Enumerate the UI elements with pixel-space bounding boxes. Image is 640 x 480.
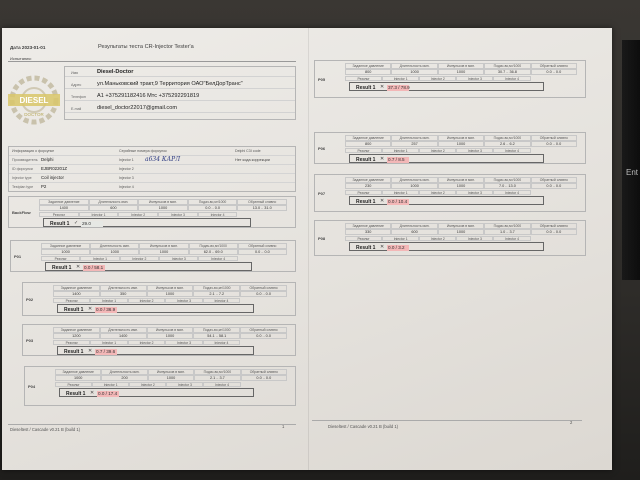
parameter-value: 0.0 .. 0.0 (531, 183, 577, 189)
footer-line (8, 424, 296, 425)
injector-header: Injector 3 (456, 190, 493, 195)
parameter-grid (55, 369, 287, 381)
parameter-header: Длительность имп. (100, 285, 147, 291)
injector-header: Injector 2 (128, 298, 165, 303)
parameter-header: Импульсов в мин. (148, 369, 194, 375)
parameter-header: Заданное давление (53, 327, 100, 333)
parameter-value: 800 (345, 141, 391, 147)
parameter-value: 0.0 .. 0.0 (238, 249, 287, 255)
parameter-header: Импульсов в мин. (438, 63, 484, 69)
parameter-header: Импульсов в мин. (147, 285, 194, 291)
injector-header: Результ (345, 76, 382, 81)
injector-header: Результ (39, 212, 79, 217)
injector-grid (345, 236, 531, 241)
parameter-header: Длительность имп. (101, 369, 147, 375)
injector-key: Testplan type (12, 185, 34, 189)
injector-header: Injector 4 (198, 212, 238, 217)
owner-row (65, 79, 295, 89)
parameter-header: Заданное давление (53, 285, 100, 291)
injector-header: Injector 1 (382, 76, 419, 81)
parameter-value: 1000 (438, 229, 484, 235)
result-mark-icon: ✕ (380, 156, 385, 162)
parameter-value: 1000 (147, 291, 194, 297)
test-step-label: P02 (26, 297, 34, 302)
test-step-label: P04 (28, 384, 36, 389)
result-mark-icon: ✓ (74, 220, 79, 226)
injector-header: Injector 4 (203, 298, 240, 303)
injector-header: Injector 3 (158, 212, 198, 217)
parameter-value: 1000 (438, 183, 484, 189)
parameter-header: Подач-во,м³/1000 (484, 223, 530, 229)
parameter-value: 2.1 .. 3.7 (194, 375, 240, 381)
parameter-header: Длительность имп. (89, 199, 139, 205)
parameter-value: 1400 (53, 291, 100, 297)
result-value: 37.3 / 78.9 (388, 85, 410, 90)
injector-header: Injector 1 (382, 190, 419, 195)
test-block (8, 196, 296, 228)
result-value: 0.0 / 17.4 (98, 391, 118, 396)
injector-info-table (8, 146, 296, 192)
injector-grid (53, 298, 240, 303)
parameter-value: 1000 (147, 333, 194, 339)
injector-header: Injector 1 (80, 256, 119, 261)
parameter-value: 230 (345, 183, 391, 189)
result-box (349, 196, 544, 205)
parameter-header: Подач-во,м³/1000 (193, 327, 240, 333)
result-box (349, 154, 544, 163)
owner-value: diesel_doctor22017@gmail.com (97, 105, 177, 111)
parameter-header: Обратный сливно (240, 327, 287, 333)
result-value: 0.0 / 3.2 (388, 245, 405, 250)
result-value: 0.0 / 36.9 (96, 307, 116, 312)
parameter-grid (41, 243, 287, 255)
parameter-value: 0.0 .. 0.0 (240, 291, 287, 297)
result-box (45, 262, 252, 271)
result-label: Result 1 (356, 199, 376, 205)
parameter-grid (39, 199, 287, 211)
parameter-value: 7.0 .. 13.0 (484, 183, 530, 189)
injector-header: Injector 1 (90, 298, 127, 303)
parameter-header: Импульсов в мин. (138, 199, 188, 205)
parameter-grid (345, 63, 577, 75)
injector-header: Injector 4 (198, 256, 237, 261)
result-box (57, 346, 254, 355)
owner-info-table (64, 66, 296, 120)
owner-value: A1 +375291182416 Мтс +375292291819 (97, 93, 200, 99)
svg-text:DIESEL: DIESEL (19, 96, 49, 105)
parameter-value: 1000 (438, 141, 484, 147)
parameter-value: 1000 (90, 249, 139, 255)
parameter-value: 330 (345, 229, 391, 235)
inspector-label: Испытания: (10, 56, 32, 61)
injector-row (9, 173, 295, 181)
injector-grid (53, 340, 240, 345)
parameter-value: 1200 (53, 333, 100, 339)
parameter-header: Обратный сливно (241, 369, 287, 375)
injector-row (9, 182, 295, 190)
injector-header: Injector 3 (456, 148, 493, 153)
injector-header: Injector 2 (129, 382, 166, 387)
parameter-header: Длительность имп. (391, 223, 437, 229)
parameter-value: 257 (391, 141, 437, 147)
parameter-header: Длительность имп. (391, 63, 437, 69)
test-block (314, 60, 586, 98)
parameter-value: 0.0 .. 0.0 (188, 205, 238, 211)
test-step-label: P07 (318, 191, 326, 196)
parameter-header: Подач-во,м³/1000 (194, 369, 240, 375)
parameter-value: 2.1 .. 7.2 (193, 291, 240, 297)
result-box (59, 388, 254, 397)
parameter-value: 1000 (139, 249, 188, 255)
test-block (24, 366, 296, 406)
result-mark-icon: ✕ (88, 306, 93, 312)
parameter-header: Подач-во,м³/1000 (193, 285, 240, 291)
report-date: Дата 2023-01-01 (10, 45, 46, 50)
owner-key: Имя (71, 71, 78, 75)
injector-header: Injector 4 (493, 148, 530, 153)
footer-text: Dieseltest / Cascade v0.21 B (build 1) (328, 424, 399, 429)
page-2 (308, 28, 612, 470)
injector-row (9, 155, 295, 163)
result-value: 0.0 / 10.4 (388, 199, 408, 204)
injector-number: Injector 4 (119, 185, 134, 189)
result-label: Result 1 (52, 265, 72, 271)
parameter-value: 1400 (39, 205, 89, 211)
owner-key: Адрес (71, 83, 82, 87)
parameter-header: Обратный сливно (237, 199, 287, 205)
injector-header: Injector 3 (159, 256, 198, 261)
parameter-value: 0.0 .. 0.0 (240, 333, 287, 339)
parameter-header: Заданное давление (55, 369, 101, 375)
result-label: Result 1 (50, 221, 70, 227)
test-block (22, 324, 296, 356)
injector-number: Injector 1 (119, 158, 134, 162)
injector-header: Injector 2 (419, 236, 456, 241)
parameter-value: 1000 (438, 69, 484, 75)
parameter-header: Подач-во,м³/1000 (484, 63, 530, 69)
parameter-header: Подач-во,м³/1000 (188, 199, 238, 205)
owner-row (65, 67, 295, 77)
injector-number: Injector 3 (119, 176, 134, 180)
injector-header: Injector 3 (165, 298, 202, 303)
parameter-header: Заданное давление (345, 135, 391, 141)
injector-header: Injector 3 (165, 340, 202, 345)
injector-header: Injector 1 (382, 148, 419, 153)
footer-page-number: 2 (570, 420, 573, 425)
c3i-code-heading: Delphi C3I code (235, 149, 261, 153)
parameter-header: Заданное давление (41, 243, 90, 249)
injector-header: Injector 2 (419, 190, 456, 195)
injector-grid (39, 212, 237, 217)
result-mark-icon: ✕ (380, 244, 385, 250)
parameter-header: Импульсов в мин. (147, 327, 194, 333)
parameter-value: 1000 (391, 69, 437, 75)
injector-header: Результ (55, 382, 92, 387)
injector-grid (55, 382, 241, 387)
test-block (314, 132, 586, 164)
owner-row (65, 103, 295, 113)
result-box (57, 304, 254, 313)
parameter-value: 30.7 .. 36.8 (484, 69, 530, 75)
injector-header: Результ (41, 256, 80, 261)
parameter-value: 1000 (391, 183, 437, 189)
parameter-value: 54.1 .. 58.1 (193, 333, 240, 339)
result-label: Result 1 (64, 349, 84, 355)
parameter-grid (53, 327, 287, 339)
injector-header: Результ (345, 190, 382, 195)
report-sheet (2, 28, 612, 470)
parameter-header: Импульсов в мин. (438, 135, 484, 141)
injector-header: Результ (53, 298, 90, 303)
injector-grid (41, 256, 238, 261)
footer-page-number: 1 (282, 424, 285, 429)
result-mark-icon: ✕ (90, 390, 95, 396)
injector-header: Injector 4 (493, 76, 530, 81)
injector-value: Coil injector (41, 175, 64, 180)
serial-numbers-heading: Серийные номера форсунок (119, 149, 167, 153)
owner-key: Телефон (71, 95, 86, 99)
injector-header: Injector 4 (203, 382, 240, 387)
injector-row (9, 164, 295, 172)
result-value: 0.0 / 58.1 (84, 265, 104, 270)
result-label: Result 1 (356, 85, 376, 91)
injector-key: Производитель (12, 158, 38, 162)
injector-header: Injector 2 (120, 256, 159, 261)
parameter-header: Заданное давление (345, 177, 391, 183)
injector-header: Injector 1 (92, 382, 129, 387)
injector-value: EJBR02201Z (41, 166, 68, 171)
footer-text: Dieseltest / Cascade v0.21 B (build 1) (10, 427, 81, 432)
parameter-value: 0.0 .. 0.0 (531, 141, 577, 147)
owner-row (65, 91, 295, 101)
laptop-key-label: Ent (626, 168, 639, 177)
test-block (314, 174, 586, 212)
parameter-value: 350 (100, 291, 147, 297)
parameter-header: Обратный сливно (531, 223, 577, 229)
parameter-value: 0.0 .. 0.0 (531, 229, 577, 235)
parameter-value: 1.0 .. 3.7 (484, 229, 530, 235)
parameter-grid (53, 285, 287, 297)
laptop-edge (622, 40, 640, 280)
injector-key: ID форсунки (12, 167, 33, 171)
parameter-header: Импульсов в мин. (438, 223, 484, 229)
test-block (314, 220, 586, 256)
parameter-value: 1000 (148, 375, 194, 381)
result-box (349, 242, 544, 251)
test-block (22, 282, 296, 316)
correction-code-note: Нет кода коррекции (235, 158, 270, 162)
parameter-value: 0.0 .. 0.0 (531, 69, 577, 75)
parameter-grid (345, 223, 577, 235)
diesel-doctor-logo (6, 72, 62, 128)
svg-text:DOCTOR: DOCTOR (24, 112, 44, 117)
parameter-grid (345, 135, 577, 147)
owner-value: ул.Маньковский тракт,9 Территория ОАО"БелДорТранс" (97, 81, 243, 87)
result-value: 0.7 / 39.6 (96, 349, 116, 354)
injector-header: Результ (53, 340, 90, 345)
parameter-header: Обратный сливно (531, 63, 577, 69)
injector-header: Injector 1 (79, 212, 119, 217)
result-value: 0.7 / 8.5 (388, 157, 405, 162)
parameter-header: Заданное давление (345, 223, 391, 229)
parameter-header: Обратный сливно (531, 135, 577, 141)
injector-grid (345, 76, 531, 81)
injector-key: Injector type (12, 176, 32, 180)
injector-grid (345, 190, 531, 195)
parameter-value: 1400 (100, 333, 147, 339)
inspector-line (8, 61, 296, 62)
test-step-label: P05 (318, 77, 326, 82)
parameter-value: 200 (101, 375, 147, 381)
injector-value: Delphi (41, 157, 54, 162)
parameter-header: Длительность имп. (90, 243, 139, 249)
parameter-header: Импульсов в мин. (139, 243, 188, 249)
parameter-header: Длительность имп. (391, 177, 437, 183)
injector-header: Injector 2 (419, 148, 456, 153)
test-block (10, 240, 296, 272)
page-1 (2, 28, 308, 470)
parameter-header: Подач-во,м³/1000 (484, 135, 530, 141)
injector-header: Injector 2 (118, 212, 158, 217)
owner-value: Diesel-Doctor (97, 69, 134, 75)
test-step-label: P08 (318, 236, 326, 241)
parameter-header: Обратный сливно (531, 177, 577, 183)
injector-header: Injector 2 (419, 76, 456, 81)
parameter-header: Заданное давление (39, 199, 89, 205)
parameter-value: 800 (345, 69, 391, 75)
result-label: Result 1 (356, 157, 376, 163)
test-step-label: P01 (14, 254, 22, 259)
parameter-header: Обратный сливно (240, 285, 287, 291)
result-mark-icon: ✕ (88, 348, 93, 354)
test-step-label: BackFlow (12, 210, 31, 215)
parameter-header: Длительность имп. (100, 327, 147, 333)
injector-header: Injector 1 (382, 236, 419, 241)
result-box (349, 82, 544, 91)
injector-header: Injector 3 (166, 382, 203, 387)
parameter-value: 62.0 .. 69.0 (189, 249, 238, 255)
injector-header: Injector 2 (128, 340, 165, 345)
result-label: Result 1 (66, 391, 86, 397)
parameter-header: Импульсов в мин. (438, 177, 484, 183)
injector-value: P2 (41, 184, 47, 189)
parameter-header: Подач-во,м³/1000 (484, 177, 530, 183)
parameter-value: 0.0 .. 0.0 (241, 375, 287, 381)
parameter-value: 1000 (41, 249, 90, 255)
parameter-header: Длительность имп. (391, 135, 437, 141)
parameter-value: 1000 (138, 205, 188, 211)
parameter-value: 600 (391, 229, 437, 235)
injector-header: Результ (345, 148, 382, 153)
parameter-value: 600 (89, 205, 139, 211)
footer-line (312, 420, 582, 421)
result-value: 29.0 (82, 221, 91, 226)
result-label: Result 1 (356, 245, 376, 251)
injector-header: Injector 4 (203, 340, 240, 345)
result-label: Result 1 (64, 307, 84, 313)
parameter-header: Обратный сливно (238, 243, 287, 249)
injector-header: Injector 3 (456, 76, 493, 81)
parameter-header: Заданное давление (345, 63, 391, 69)
parameter-value: 2.6 .. 6.2 (484, 141, 530, 147)
test-step-label: P03 (26, 338, 34, 343)
injector-header: Injector 4 (493, 236, 530, 241)
injector-header: Результ (345, 236, 382, 241)
injector-info-heading: Информация о форсунке (12, 149, 55, 153)
parameter-header: Подач-во,м³/1000 (189, 243, 238, 249)
result-box (43, 218, 251, 227)
result-mark-icon: ✕ (380, 198, 385, 204)
parameter-value: 13.0 .. 31.0 (237, 205, 287, 211)
injector-header: Injector 1 (90, 340, 127, 345)
parameter-value: 1000 (55, 375, 101, 381)
injector-grid (345, 148, 531, 153)
parameter-grid (345, 177, 577, 189)
result-mark-icon: ✕ (76, 264, 81, 270)
injector-header: Injector 3 (456, 236, 493, 241)
injector-header: Injector 4 (493, 190, 530, 195)
handwritten-serial: a634 КАРЛ (145, 156, 181, 163)
test-step-label: P06 (318, 146, 326, 151)
injector-number: Injector 2 (119, 167, 134, 171)
owner-key: E-mail (71, 107, 82, 111)
report-title: Результаты теста CR-Injector Tester'a (98, 44, 194, 50)
result-mark-icon: ✕ (380, 84, 385, 90)
